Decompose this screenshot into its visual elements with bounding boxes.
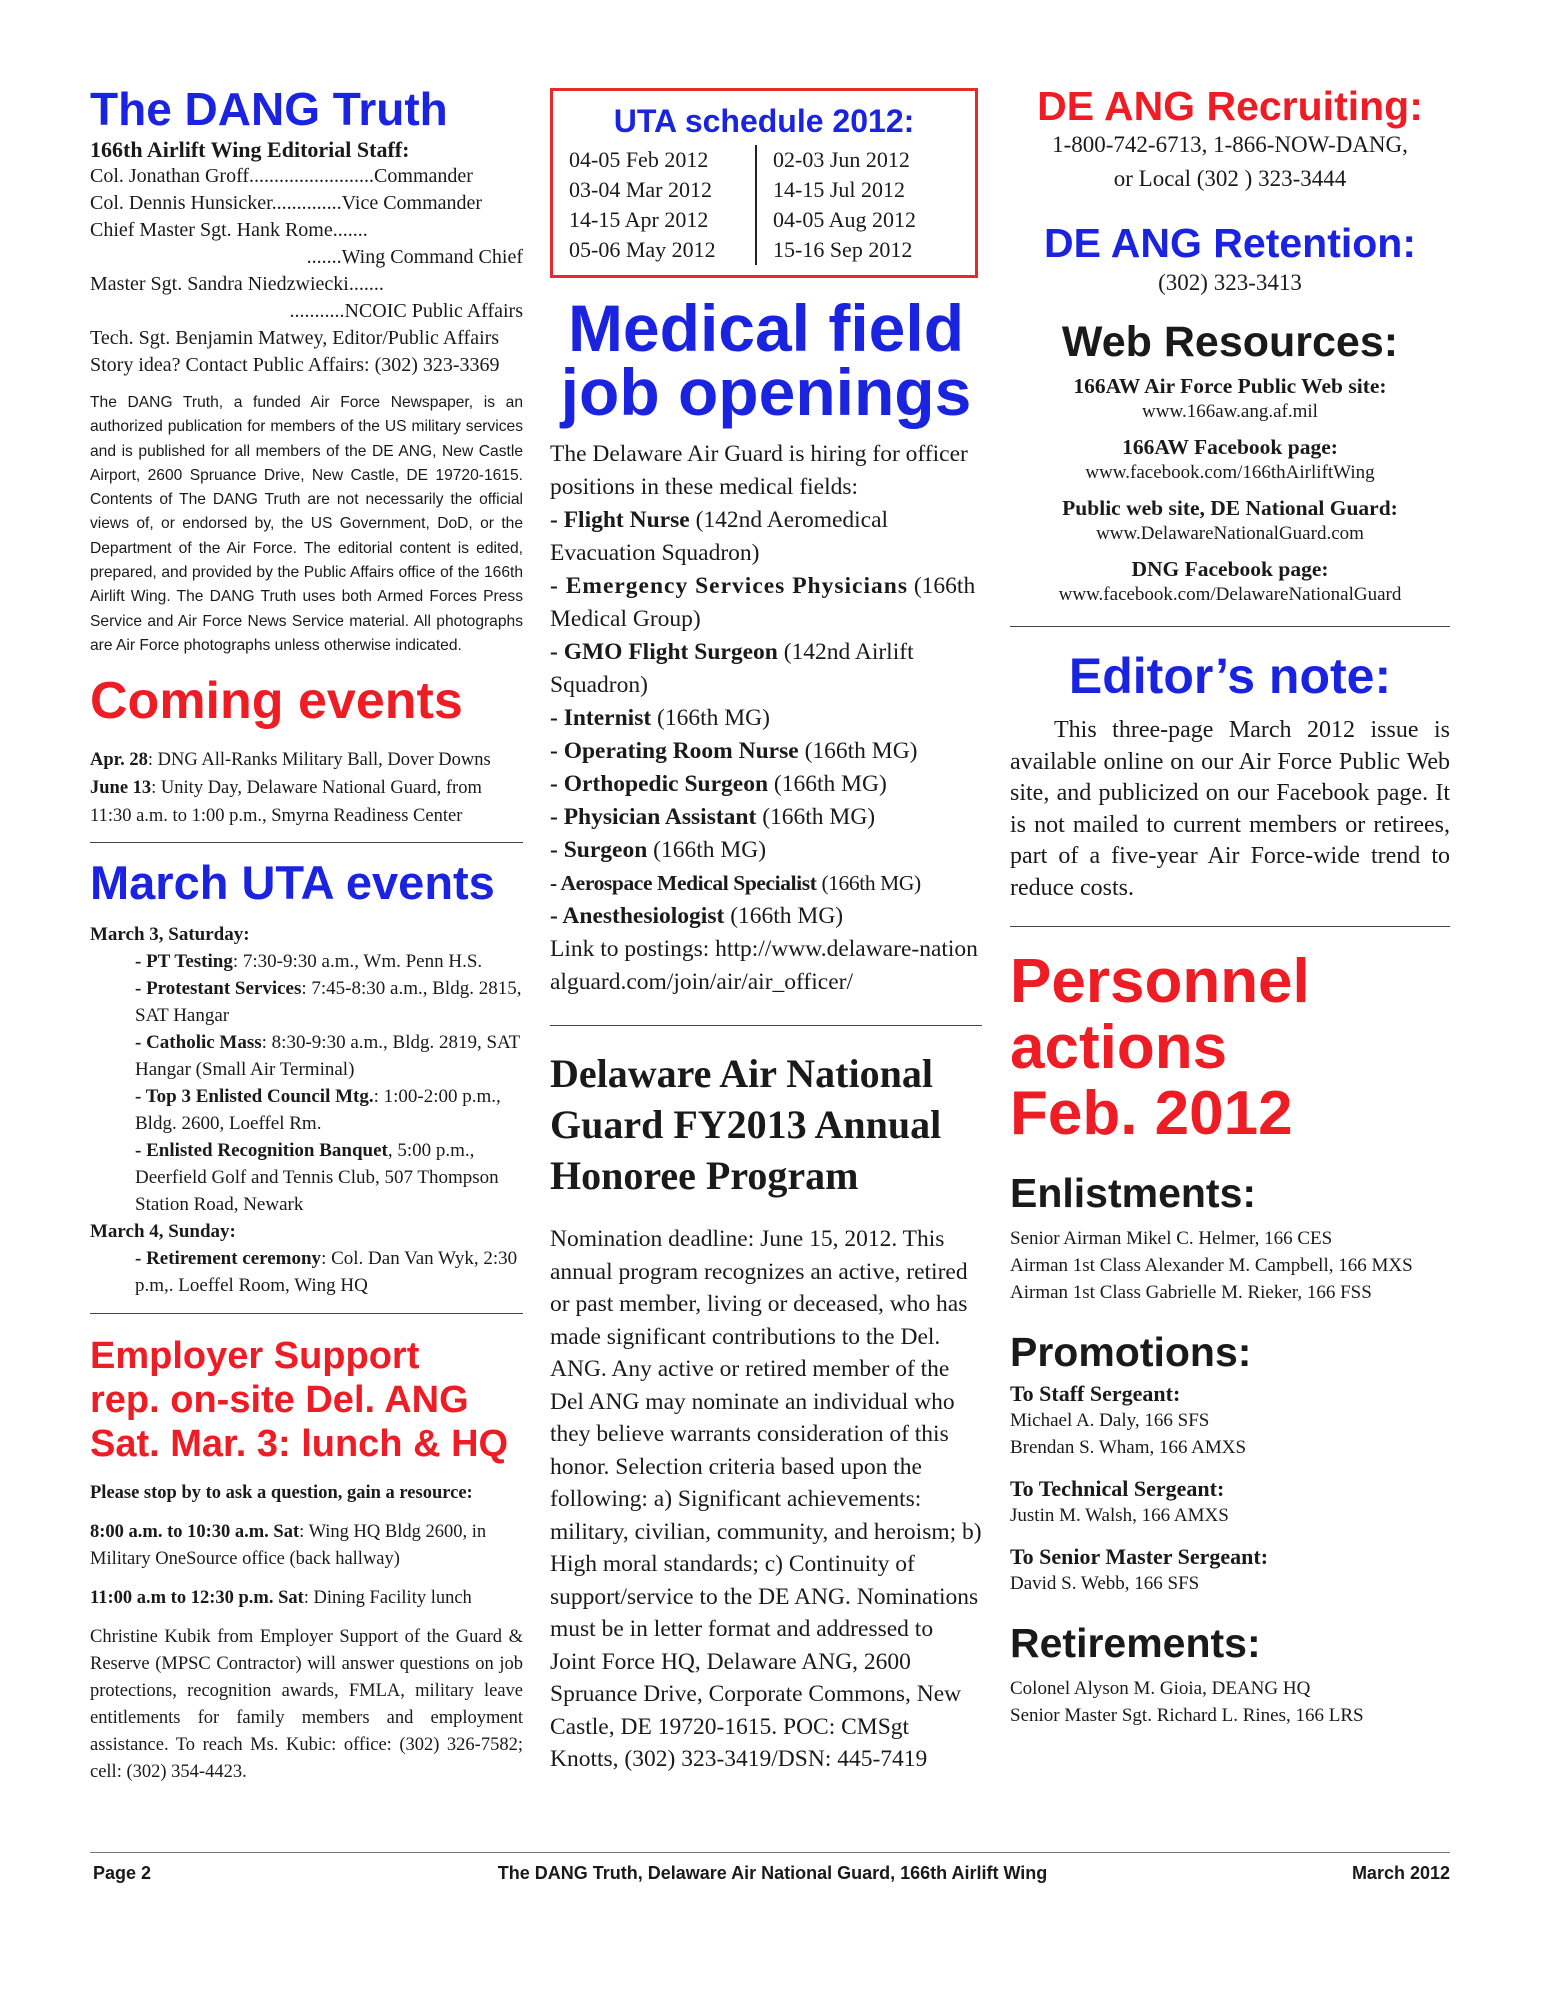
list-item: - Aerospace Medical Specialist (166th MG) [550,871,921,895]
list-item: - Top 3 Enlisted Council Mtg.: 1:00-2:00 p.m., Bldg. 2600, Loeffel Rm. [135,1086,501,1135]
list-item: June 13: Unity Day, Delaware National Guard, from 11:30 a.m. to 1:00 p.m., Smyrna Readiness Center [90,778,482,827]
divider [90,1313,523,1314]
list-item: Brendan S. Wham, 166 AMXS [1010,1437,1247,1458]
retention-phone: (302) 323-3413 [1158,270,1302,295]
schedule-date: 15-16 Sep 2012 [773,237,913,262]
list-item: - Emergency Services Physicians (166th Medical Group) [550,573,976,632]
left-column [90,84,523,1786]
medical-body [550,438,982,999]
schedule-date: 03-04 Mar 2012 [569,177,712,202]
list-item: Senior Airman Mikel C. Helmer, 166 CES [1010,1228,1333,1249]
editors-note-heading: Editor’s note: [1068,648,1392,704]
footer-title: The DANG Truth, Delaware Air National Guard, 166th Airlift Wing [497,1863,1048,1883]
web-url: www.DelawareNationalGuard.com [1096,523,1364,544]
promotion-list [1010,1570,1450,1597]
staff-line: Master Sgt. Sandra Niedzwiecki....... [90,273,384,295]
schedule-date: 04-05 Aug 2012 [773,207,916,232]
list-item: Apr. 28: DNG All-Ranks Military Ball, Dover Downs [90,750,491,771]
list-item: - Orthopedic Surgeon (166th MG) [550,771,887,797]
rank-heading: To Senior Master Sergeant: [1010,1544,1269,1569]
schedule-date: 14-15 Jul 2012 [773,177,905,202]
footer-rule [90,1852,1450,1853]
web-url: www.facebook.com/166thAirliftWing [1085,462,1375,483]
honoree-body: Nomination deadline: June 15, 2012. This annual program recognizes an active, retired or past member, living or deceased, who has made significant contributions to the Del. ANG. Any active or retired member of the Del ANG may nominate an individual who they believe warrants consideration of this honor. Selection criteria based upon the following: a) Significant achievements: military, civilian, community, and heroism; b) High moral standards; c) Continuity of support/service to the DE ANG. Nominations must be in letter format and addressed to Joint Force HQ, Delaware ANG, 2600 Spruance Drive, Corporate Commons, New Castle, DE 19720-1615. POC: CMSgt Knotts, (302) 323-3419/DSN: 445-7419 [550,1226,982,1772]
staff-line: Tech. Sgt. Benjamin Matwey, Editor/Public Affairs [90,327,500,349]
retirements-list [1010,1675,1450,1729]
staff-list [90,163,523,379]
schedule-date: 04-05 Feb 2012 [569,147,709,172]
staff-line: .......Wing Command Chief [306,246,523,268]
retirements-heading: Retirements: [1010,1620,1261,1666]
recruiting-heading: DE ANG Recruiting: [1037,83,1423,129]
list-item: - Flight Nurse (142nd Aeromedical Evacuation Squadron) [550,507,889,566]
staff-line: Col. Dennis Hunsicker..............Vice Commander [90,192,483,214]
retention-heading: DE ANG Retention: [1043,220,1417,266]
schedule-column-left [569,145,755,265]
web-url: www.166aw.ang.af.mil [1142,401,1318,422]
divider [550,1025,982,1026]
center-column [550,84,982,1776]
schedule-date: 02-03 Jun 2012 [773,147,910,172]
footer-date: March 2012 [1351,1863,1450,1883]
divider [1010,626,1450,627]
promotion-list [1010,1502,1450,1529]
march-uta-heading: March UTA events [90,856,495,910]
schedule-date: 05-06 May 2012 [569,237,716,262]
list-item: - Enlisted Recognition Banquet, 5:00 p.m., Deerfield Golf and Tennis Club, 507 Thompson Station Road, Newark [135,1140,499,1216]
list-item: - Operating Room Nurse (166th MG) [550,738,918,764]
day-heading: March 3, Saturday: [90,924,250,946]
employer-body: Christine Kubik from Employer Support of the Guard & Reserve (MPSC Contractor) will answer questions on job protections, recognition awards, FMLA, military leave entitlements for family members and employment assistance. To reach Ms. Kubic: office: (302) 326-7582; cell: (302) 354-4423. [90,1627,523,1783]
list-item: - Protestant Services: 7:45-8:30 a.m., Bldg. 2815, SAT Hangar [135,978,522,1027]
web-label: DNG Facebook page: [1131,557,1329,581]
coming-events-heading: Coming events [90,672,463,731]
page-number: Page 2 [93,1863,152,1883]
day-heading: March 4, Sunday: [90,1221,236,1243]
recruiting-line: 1-800-742-6713, 1-866-NOW-DANG, [1052,132,1408,157]
divider [1010,926,1450,927]
web-label: Public web site, DE National Guard: [1062,496,1398,520]
coming-events-list [90,746,523,830]
list-item: - Surgeon (166th MG) [550,837,767,863]
list-item: - Retirement ceremony: Col. Dan Van Wyk, 2:30 p.m,. Loeffel Room, Wing HQ [135,1248,518,1297]
list-item: - Internist (166th MG) [550,705,770,731]
staff-heading: 166th Airlift Wing Editorial Staff: [90,137,410,162]
web-label: 166AW Facebook page: [1122,435,1338,459]
right-column [1010,84,1450,1729]
promotion-list [1010,1407,1450,1461]
list-item: Justin M. Walsh, 166 AMXS [1010,1505,1229,1526]
web-resources-list [1010,372,1450,606]
masthead-title: The DANG Truth [90,83,448,135]
list-item: - Catholic Mass: 8:30-9:30 a.m., Bldg. 2819, SAT Hangar (Small Air Terminal) [135,1032,520,1081]
postings-link: Link to postings: http://www.delaware-nationalguard.com/join/air/air_officer/ [550,936,978,995]
promotions-heading: Promotions: [1010,1329,1252,1375]
divider [90,842,523,843]
rank-heading: To Technical Sergeant: [1010,1476,1225,1501]
rank-heading: To Staff Sergeant: [1010,1381,1181,1406]
uta-schedule-box [550,88,978,278]
list-item: - Anesthesiologist (166th MG) [550,903,844,929]
medical-heading: Medical field job openings [560,291,972,429]
recruiting-line: or Local (302 ) 323-3444 [1113,166,1347,191]
web-url: www.facebook.com/DelawareNationalGuard [1058,584,1402,605]
uta-schedule-table [569,145,959,265]
honoree-heading: Delaware Air National Guard FY2013 Annual Honoree Program [550,1051,942,1198]
web-resources-heading: Web Resources: [1061,318,1399,366]
enlistments-list [1010,1225,1450,1306]
disclaimer: The DANG Truth, a funded Air Force Newspaper, is an authorized publication for members of the US military services and is published for all members of the DE ANG, New Castle Airport, 2600 Spruance Drive, New Castle, DE 19720-1615. Contents of The DANG Truth are not necessarily the official views of, or endorsed by, the US Government, DoD, or the Department of the Air Force. The editorial content is edited, prepared, and provided by the Public Affairs office of the 166th Airlift Wing. The DANG Truth uses both Armed Forces Press Service and Air Force News Service material. All photographs are Air Force photographs unless otherwise indicated. [90,394,523,654]
medical-intro: The Delaware Air Guard is hiring for officer positions in these medical fields: [550,441,968,500]
schedule-column-right [755,145,959,265]
editors-note-body: This three-page March 2012 issue is available online on our Air Force Public Web site, and publicized on our Facebook page. It is not mailed to current members or retirees, part of a five-year Air Force-wide trend to reduce costs. [1010,717,1450,901]
list-item: - Physician Assistant (166th MG) [550,804,876,830]
staff-line: Col. Jonathan Groff.........................Commander [90,165,473,187]
staff-line: ...........NCOIC Public Affairs [289,300,523,322]
staff-line: Story idea? Contact Public Affairs: (302) 323-3369 [90,354,500,376]
list-item: Airman 1st Class Gabrielle M. Rieker, 166 FSS [1010,1282,1372,1303]
list-item: Colonel Alyson M. Gioia, DEANG HQ [1010,1678,1311,1699]
list-item: - PT Testing: 7:30-9:30 a.m., Wm. Penn H.S. [135,951,483,973]
employer-intro: Please stop by to ask a question, gain a resource: [90,1483,473,1504]
list-item: Senior Master Sgt. Richard L. Rines, 166 LRS [1010,1705,1364,1726]
list-item: Michael A. Daly, 166 SFS [1010,1410,1210,1431]
staff-line: Chief Master Sgt. Hank Rome....... [90,219,368,241]
list-item: David S. Webb, 166 SFS [1010,1573,1200,1594]
personnel-heading: Personnel actions Feb. 2012 [1010,947,1310,1148]
list-item: Airman 1st Class Alexander M. Campbell, 166 MXS [1010,1255,1413,1276]
employer-slot-1: 8:00 a.m. to 10:30 a.m. Sat: Wing HQ Bldg 2600, in Military OneSource office (back hallway) [90,1522,487,1570]
schedule-date: 14-15 Apr 2012 [569,207,709,232]
employer-slot-2: 11:00 a.m to 12:30 p.m. Sat: Dining Facility lunch [90,1588,472,1609]
march-uta-list [90,921,523,1299]
uta-schedule-heading: UTA schedule 2012: [613,103,915,139]
employer-support-heading: Employer Support rep. on-site Del. ANG Sat. Mar. 3: lunch & HQ [90,1335,509,1466]
web-label: 166AW Air Force Public Web site: [1073,374,1387,398]
list-item: - GMO Flight Surgeon (142nd Airlift Squadron) [550,639,914,698]
enlistments-heading: Enlistments: [1010,1170,1257,1216]
